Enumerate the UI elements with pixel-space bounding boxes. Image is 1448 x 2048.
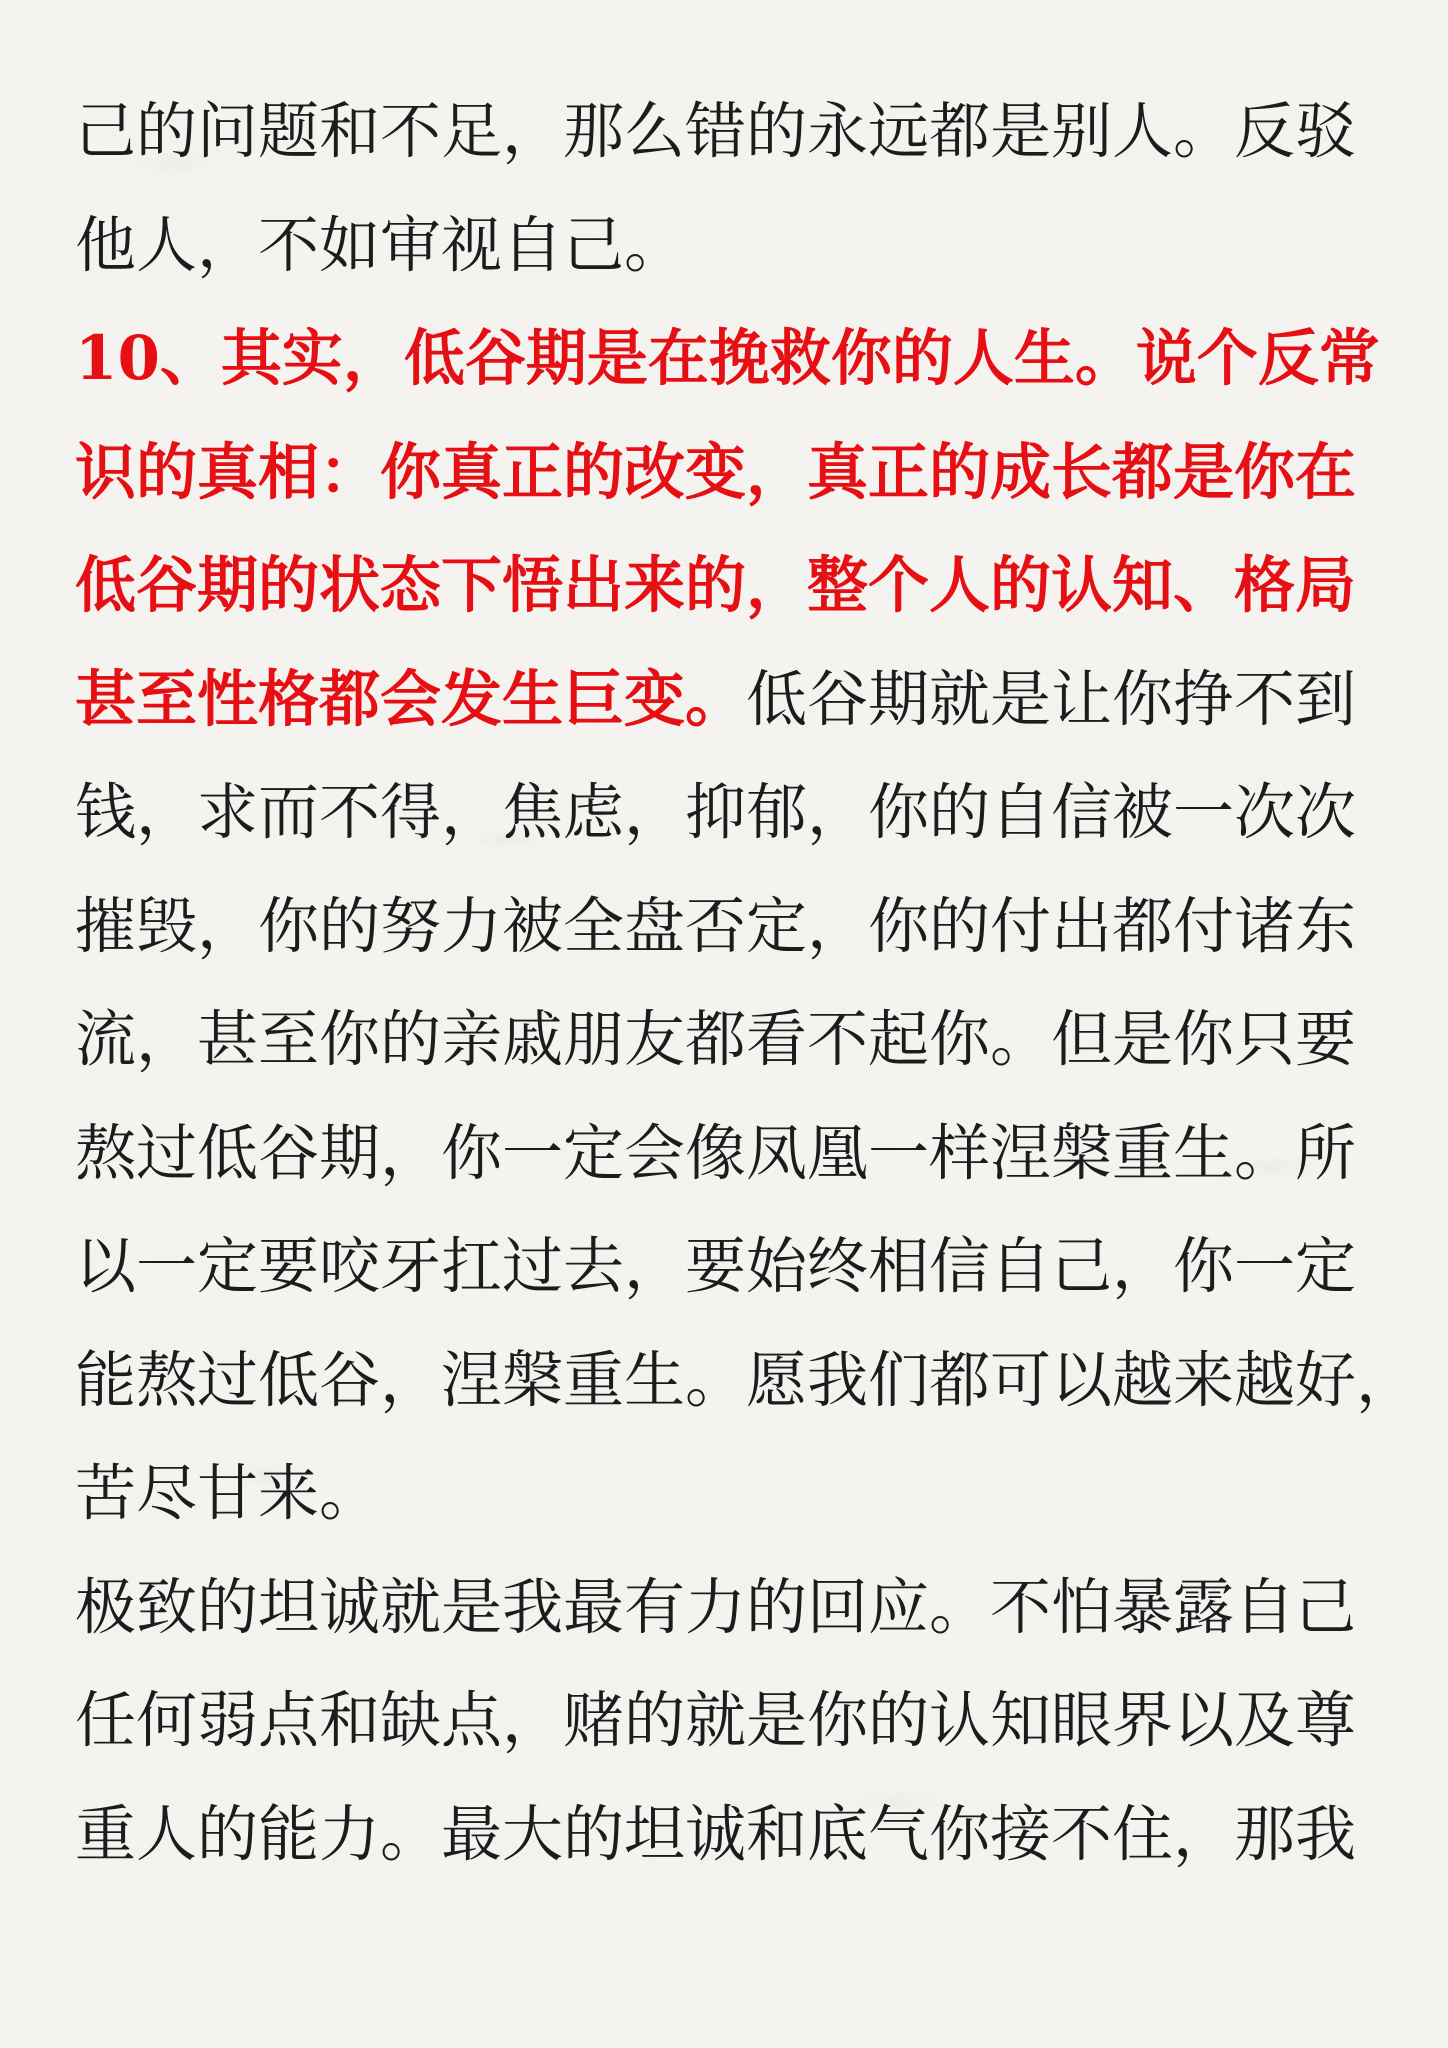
text-line — [75, 1324, 1440, 1438]
highlight-text: 低谷期的状态下悟出来的，整个人的认知、格局 — [75, 550, 1357, 621]
body-text: 能熬过低谷，涅槃重生。愿我们都可以越来越好， — [75, 1344, 1418, 1416]
highlight-text: 10、其实，低谷期是在挽救你的人生。说个反常 — [75, 323, 1380, 394]
text-line — [75, 75, 1440, 189]
text-line — [75, 529, 1440, 643]
body-text: 低谷期就是让你挣不到 — [746, 663, 1357, 735]
body-text: 苦尽甘来。 — [75, 1458, 381, 1529]
text-line — [75, 302, 1440, 416]
body-text: 极致的坦诚就是我最有力的回应。不怕暴露自己 — [75, 1571, 1357, 1643]
body-text: 重人的能力。最大的坦诚和底气你接不住，那我 — [75, 1798, 1357, 1870]
body-text: 熬过低谷期，你一定会像凤凰一样涅槃重生。所 — [75, 1117, 1357, 1189]
text-line — [75, 1437, 1440, 1551]
document-body — [75, 75, 1440, 1891]
text-line — [75, 1210, 1440, 1324]
text-line — [75, 1664, 1440, 1778]
highlight-text: 识的真相：你真正的改变，真正的成长都是你在 — [75, 436, 1357, 508]
text-line — [75, 1097, 1440, 1211]
body-text: 钱，求而不得，焦虑，抑郁，你的自信被一次次 — [75, 777, 1357, 848]
text-line — [75, 1551, 1440, 1665]
text-line — [75, 189, 1440, 303]
body-text: 任何弱点和缺点，赌的就是你的认知眼界以及尊 — [75, 1685, 1357, 1756]
body-text: 摧毁，你的努力被全盘否定，你的付出都付诸东 — [75, 890, 1357, 962]
text-line — [75, 1778, 1440, 1892]
text-line — [75, 870, 1440, 984]
text-line — [75, 756, 1440, 870]
body-text: 以一定要咬牙扛过去，要始终相信自己，你一定 — [75, 1231, 1357, 1302]
body-text: 他人，不如审视自己。 — [75, 209, 686, 281]
highlight-text: 甚至性格都会发生巨变。 — [75, 663, 747, 735]
body-text: 流，甚至你的亲戚朋友都看不起你。但是你只要 — [75, 1004, 1357, 1075]
body-text: 己的问题和不足，那么错的永远都是别人。反驳 — [75, 96, 1357, 167]
text-line — [75, 416, 1440, 530]
text-line — [75, 643, 1440, 757]
text-line — [75, 983, 1440, 1097]
